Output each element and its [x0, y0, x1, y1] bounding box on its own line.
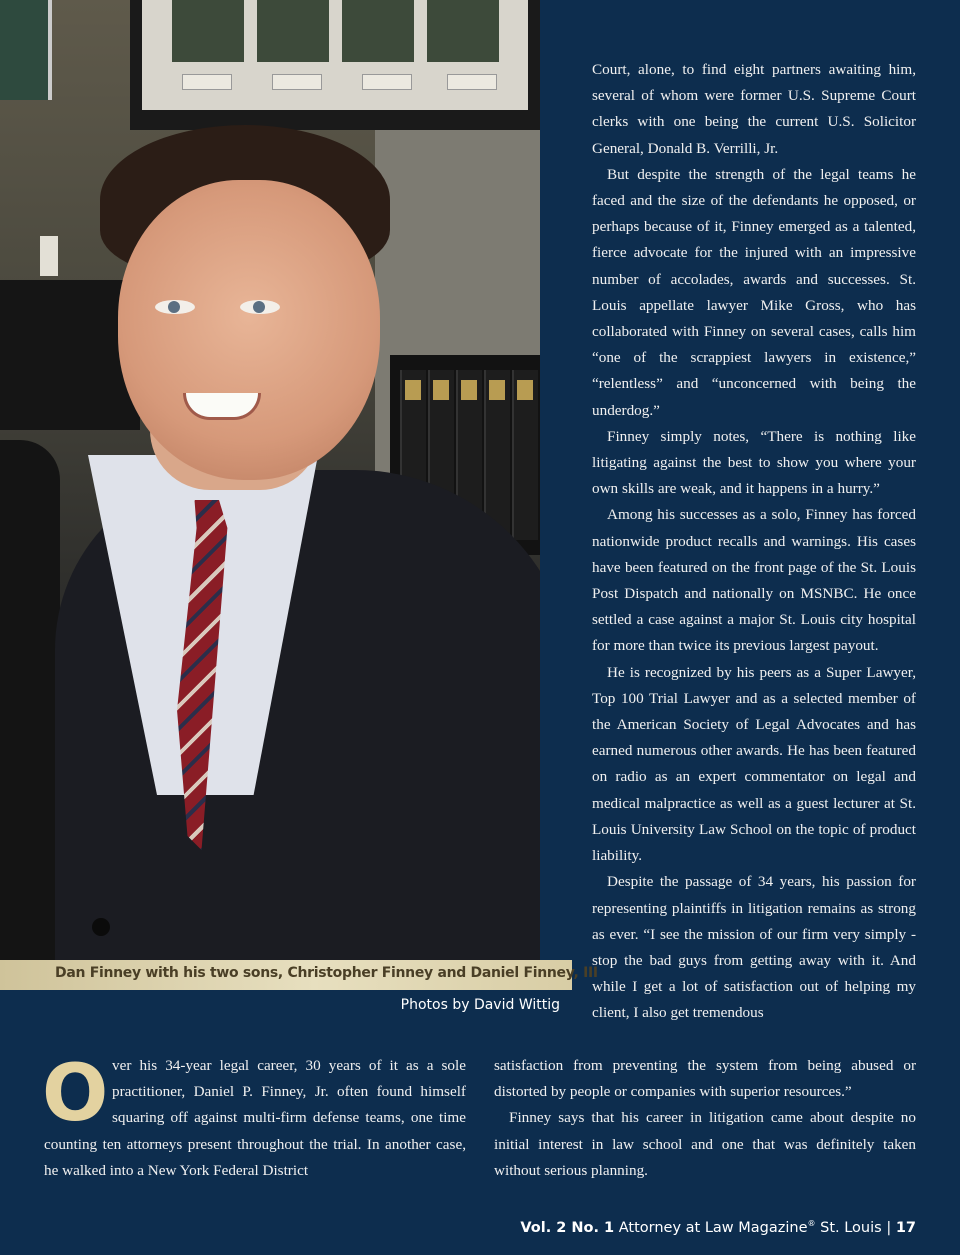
paragraph: He is recognized by his peers as a Super Lawyer, Top 100 Trial Lawyer and as a selected member of the American Society of Legal Advocates and has earned numerous other awards. He has been featured on radio as an expert commentator on legal and medical malpractice as well as a guest lecturer at St. Louis University Law School on the topic of product liability.	[592, 663, 916, 865]
page-number: 17	[895, 1219, 916, 1236]
article-continuation	[494, 1053, 916, 1184]
eye	[155, 300, 195, 314]
photo-caption: Dan Finney with his two sons, Christopher Finney and Daniel Finney, III	[55, 965, 598, 981]
article-opening	[42, 1049, 466, 1184]
magazine-city: St. Louis	[820, 1219, 882, 1236]
framed-photos-on-wall	[130, 0, 540, 130]
jacket-button	[92, 918, 110, 936]
registered-mark: ®	[807, 1219, 816, 1228]
footer-separator: |	[886, 1219, 892, 1236]
paragraph: But despite the strength of the legal teams he faced and the size of the defendants he opposed, or perhaps because of it, Finney emerged as a talented, fierce advocate for the injured with an impressive number of accolades, awards and successes. St. Louis appellate lawyer Mike Gross, who has collaborated with Finney on several cases, calls him “one of the scrappiest lawyers in existence,” “relentless” and “unconcerned with being the underdog.”	[592, 165, 916, 419]
paragraph: Court, alone, to find eight partners awaiting him, several of whom were former U.S. Supreme Court clerks with one being the current U.S. Solicitor General, Donald B. Verrilli, Jr.	[592, 61, 916, 157]
article-right-column	[592, 57, 916, 1027]
photo-credit: Photos by David Wittig	[400, 997, 560, 1013]
paragraph: satisfaction from preventing the system from being abused or distorted by people or companies with superior resources.”	[494, 1057, 916, 1101]
person-left-edge	[0, 440, 60, 960]
light-switch	[40, 236, 58, 276]
face	[118, 180, 380, 480]
paragraph: Despite the passage of 34 years, his passion for representing plaintiffs in litigation remains as strong as ever. “I see the mission of our firm very simply - stop the bad guys from getting away with it. And while I get a lot of satisfaction out of helping my client, I also get tremendous	[592, 873, 916, 1022]
paragraph: Finney says that his career in litigation came about despite no initial interest in law school and one that was definitely taken without serious planning.	[494, 1109, 916, 1179]
eye	[240, 300, 280, 314]
feature-photo	[0, 0, 568, 1020]
paragraph: Among his successes as a solo, Finney has forced nationwide product recalls and warnings. His cases have been featured on the front page of the St. Louis Post Dispatch and nationally on MSNBC. He once settled a case against a major St. Louis city hospital for more than twice its previous largest payout.	[592, 506, 916, 655]
paragraph: Finney simply notes, “There is nothing like litigating against the best to show you where your own skills are weak, and it happens in a hurry.”	[592, 427, 916, 498]
framed-photo-left	[0, 0, 52, 100]
page-footer	[520, 1219, 916, 1236]
opening-paragraph: ver his 34-year legal career, 30 years of it as a sole practitioner, Daniel P. Finney, Jr. often found himself squaring off against multi-firm defense teams, one time counting ten attorneys present throughout the trial. In another case, he walked into a New York Federal District	[44, 1057, 466, 1179]
drop-cap: O	[42, 1049, 109, 1139]
photo-image	[0, 0, 540, 960]
volume-number: Vol. 2 No. 1	[520, 1219, 615, 1236]
magazine-name: Attorney at Law Magazine	[618, 1219, 808, 1236]
